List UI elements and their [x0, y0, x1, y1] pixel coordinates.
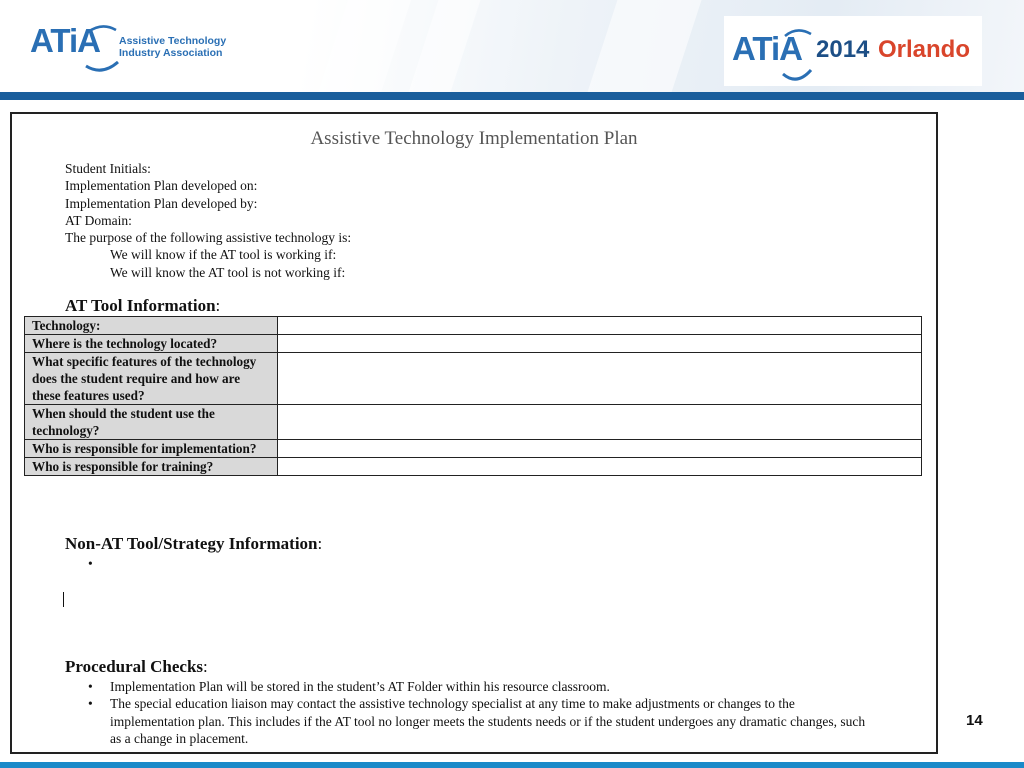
intro-line: AT Domain: [65, 212, 132, 228]
tagline-line-2: Industry Association [119, 47, 223, 59]
atia-2014-orlando-logo [724, 16, 982, 86]
swoosh-icon [80, 22, 124, 74]
conference-year: 2014 [816, 36, 870, 63]
at-tool-heading: AT Tool Information: [65, 296, 221, 315]
intro-fields [65, 160, 351, 281]
table-row [25, 440, 922, 458]
text-cursor [63, 592, 64, 607]
decorative-streak [301, 0, 420, 92]
list-item: • The special education liaison may contact the assistive technology specialist at any time to make adjustments or changes to the implementation plan. This includes if the AT tool no longer meets the students needs or if the student undergoes any dramatic changes, such as a change in placement. [88, 695, 868, 747]
row-label: What specific features of the technology does the student require and how are these features used? [25, 353, 278, 405]
conference-city: Orlando [878, 36, 971, 63]
table-row [25, 335, 922, 353]
implementation-plan-document [10, 112, 938, 754]
row-label: Where is the technology located? [25, 335, 278, 353]
procedural-checks-heading: Procedural Checks: [65, 657, 208, 676]
row-label: Who is responsible for implementation? [25, 440, 278, 458]
list-item: • Implementation Plan will be stored in the student’s AT Folder within his resource classroom. [88, 678, 868, 695]
intro-line: Student Initials: [65, 161, 151, 176]
atia-tagline [119, 35, 226, 59]
intro-line: Implementation Plan developed by: [65, 195, 258, 211]
intro-line: We will know the AT tool is not working if: [110, 264, 346, 280]
header-banner [0, 0, 1024, 92]
header-divider [0, 92, 1024, 100]
tagline-line-1: Assistive Technology [119, 35, 227, 47]
heading-text: AT Tool Information [65, 296, 216, 315]
row-value[interactable] [278, 317, 922, 335]
document-title: Assistive Technology Implementation Plan [310, 128, 638, 149]
row-value[interactable] [278, 335, 922, 353]
row-value[interactable] [278, 458, 922, 476]
procedural-bullet-list [88, 678, 868, 747]
intro-line: Implementation Plan developed on: [65, 178, 258, 194]
table-row [25, 353, 922, 405]
atia-logo-mark: ATiA [30, 22, 100, 59]
atia-logo-mark: ATiA [732, 30, 802, 67]
table-row [25, 405, 922, 440]
intro-line: The purpose of the following assistive technology is: [65, 230, 352, 246]
atia-logo [30, 16, 240, 78]
table-row [25, 317, 922, 335]
row-value[interactable] [278, 353, 922, 405]
at-tool-table [24, 316, 922, 476]
row-label: Who is responsible for training? [25, 458, 278, 476]
row-value[interactable] [278, 440, 922, 458]
slide-page-number: 14 [966, 712, 983, 729]
non-at-heading: Non-AT Tool/Strategy Information: [65, 534, 323, 553]
row-value[interactable] [278, 405, 922, 440]
heading-text: Non-AT Tool/Strategy Information [65, 534, 318, 553]
decorative-streak [571, 0, 709, 92]
intro-line: We will know if the AT tool is working if: [110, 247, 337, 263]
footer-divider [0, 762, 1024, 768]
row-label: Technology: [25, 317, 278, 335]
row-label: When should the student use the technology? [25, 405, 278, 440]
table-row [25, 458, 922, 476]
heading-text: Procedural Checks [65, 657, 204, 676]
